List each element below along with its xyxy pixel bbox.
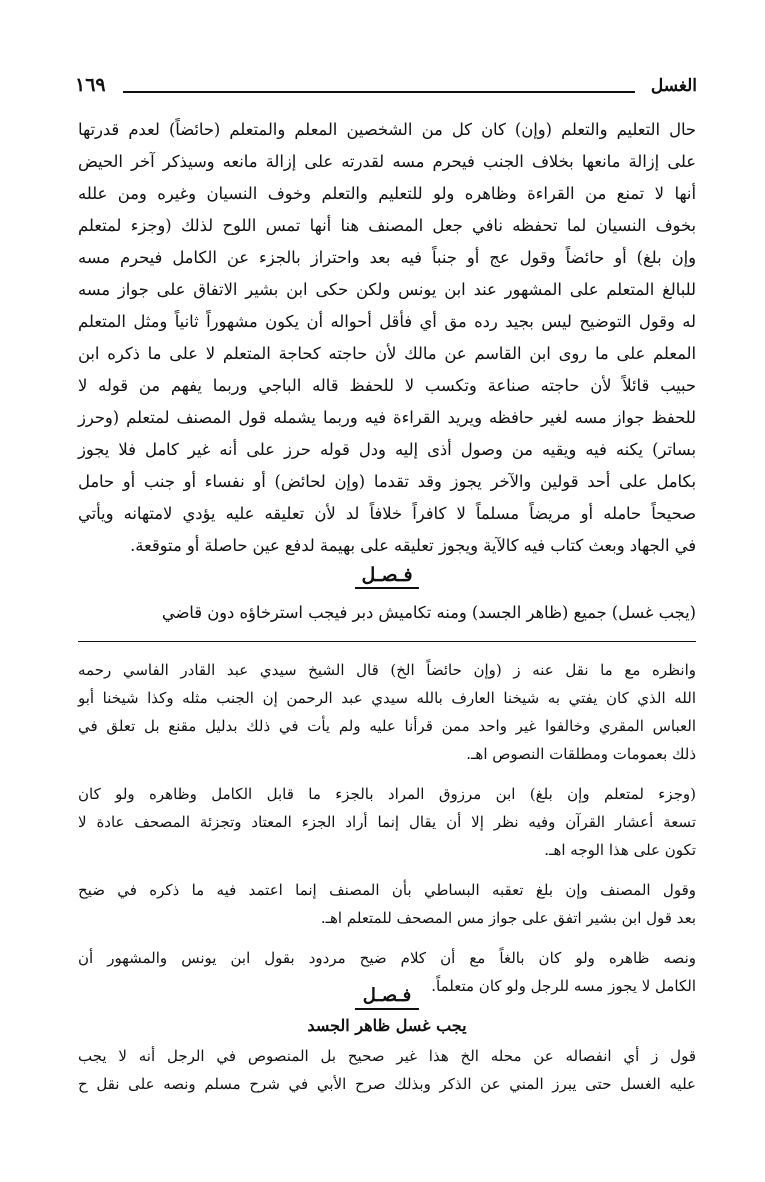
main-line: حبيب قائلاً لأن حاجته صناعة وتكسب لا للحفظ قاله الباجي وربما يفهم من قوله لا: [78, 376, 696, 395]
main-line: على إزالة مانعها بخلاف الجنب فيحرم مسه لقدرته على إزالة مانعه وسيذكر آخر الحيض: [78, 152, 696, 171]
chapter-title: الغسل: [650, 76, 697, 96]
main-line: حال التعليم والتعلم (وإن) كان كل من الشخصين المعلم والمتعلم (حائضاً) لعدم قدرتها: [78, 120, 696, 139]
note-line: الكامل لا يجوز مسه للرجل ولو كان متعلماً.: [431, 977, 696, 995]
section-title: فـصـل: [355, 563, 418, 589]
note-line: العباس المقري وخالفوا غير واحد ممن قرأنا عليه ولم يأت في ذلك بدليل مقنع بل تعلق في: [78, 717, 696, 735]
notes-section-subheading: يجب غسل ظاهر الجسد: [307, 1016, 467, 1035]
note-line: وقول المصنف وإن بلغ تعقبه البساطي بأن المصنف إنما اعتمد فيه ما ذكره في ضيح: [78, 881, 696, 899]
page-header: [75, 74, 697, 104]
note-paragraph: [78, 780, 696, 864]
notes-section-text: [78, 1042, 696, 1098]
note-line: قول ز أي انفصاله عن محله الخ هذا غير صحيح بل المنصوص في الرجل أنه لا يجب: [78, 1047, 696, 1065]
note-paragraph: [78, 876, 696, 932]
section-first-line: (يجب غسل) جميع (ظاهر الجسد) ومنه تكاميش دبر فيجب استرخاؤه دون قاضي: [161, 603, 696, 622]
note-line: وانظره مع ما نقل عنه ز (وإن حائضاً الخ) قال الشيخ سيدي عبد القادر الفاسي رحمه: [78, 661, 696, 679]
main-line: بكامل على أحد قولين والآخر يجوز وقد تقدما (وإن لحائض) أو نفساء أو جنب أو حامل: [78, 472, 696, 491]
notes-section-title: فـصـل: [355, 984, 419, 1010]
note-line: تكون على هذا الوجه اهـ.: [544, 841, 696, 859]
section-heading: [78, 563, 696, 589]
main-line: المعلم على ما روى ابن القاسم عن مالك لأن حاجته كحاجة المتعلم لا على ما ذكره ابن: [78, 344, 696, 363]
main-line: بساتر) يكنه فيه ويقيه من وصول أذى إليه ودل قوله حرز على أنه غير كامل فلا يجوز: [78, 440, 696, 459]
main-text: [78, 114, 696, 562]
note-line: (وجزء لمتعلم وإن بلغ) ابن مرزوق المراد بالجزء ما قابل الكامل وظاهره ولو كان: [78, 785, 696, 803]
main-line: للبالغ المتعلم على المشهور عند ابن يونس ولكن حكى ابن بشير الاتفاق على جواز مسه: [78, 280, 696, 299]
main-line: وإن بلغ) أو حائضاً وقول عج أو جنباً فيه بعد واحتراز بالجزء عن الكامل فيحرم مسه: [78, 248, 696, 267]
main-line: بخوف النسيان لما تحفظه نافي جعل المصنف هنا أنها تمس اللوح لذلك (وجزء لمتعلم: [78, 216, 696, 235]
note-line: عليه الغسل حتى يبرز المني عن الذكر وبذلك صرح الأبي في شرح مسلم ونصه على نقل ح: [78, 1075, 696, 1093]
main-line: له وقول التوضيح ليس بجيد رده مق أي فأقل أحواله أن يكون مشهوراً ثانياً ومثل المتعلم: [78, 312, 696, 331]
main-line: أنها لا تمنع من القراءة وظاهره ولو للتعليم والتعلم وخوف النسيان وغيره ومن علله: [78, 184, 696, 203]
note-line: بعد قول ابن بشير اتفق على جواز مس المصحف للمتعلم اهـ.: [320, 909, 696, 927]
note-line: الله الذي كان يفتي به شيخنا العارف بالله سيدي عبد الرحمن إن الجنب مثله وكذا شيخنا أبو: [78, 689, 696, 707]
note-line: ذلك بعمومات ومطلقات النصوص اهـ.: [466, 745, 696, 763]
note-paragraph: [78, 656, 696, 768]
page-number: ١٦٩: [75, 74, 106, 96]
footnote-divider: [78, 641, 696, 642]
header-rule: [123, 91, 635, 93]
commentary-notes: [78, 656, 696, 1012]
note-line: تسعة أعشار القرآن وفيه نظر إلا أن يقال إنما أراد الجزء المعتاد وتجزئة المصحف عادة لا: [78, 813, 696, 831]
main-line: للحفظ جواز مسه لغير حافظه ويريد القراءة فيه وربما يشمله قول المصنف لمتعلم (وحرز: [78, 408, 696, 427]
main-line: في الجهاد وبعث كتاب فيه كالآية ويجوز تعليقه على بهيمة لدفع عين حاصلة أو متوقعة.: [130, 536, 696, 555]
note-line: ونصه ظاهره ولو كان بالغاً مع أن كلام ضيح مردود بقول ابن يونس والمشهور أن: [78, 949, 696, 967]
main-line: صحيحاً حامله أو مريضاً مسلماً لا كافراً خلافاً لد لأن تعليقه عليه يؤدي لامتهانه ويأتي: [78, 504, 696, 523]
notes-section-heading: [78, 984, 696, 1035]
